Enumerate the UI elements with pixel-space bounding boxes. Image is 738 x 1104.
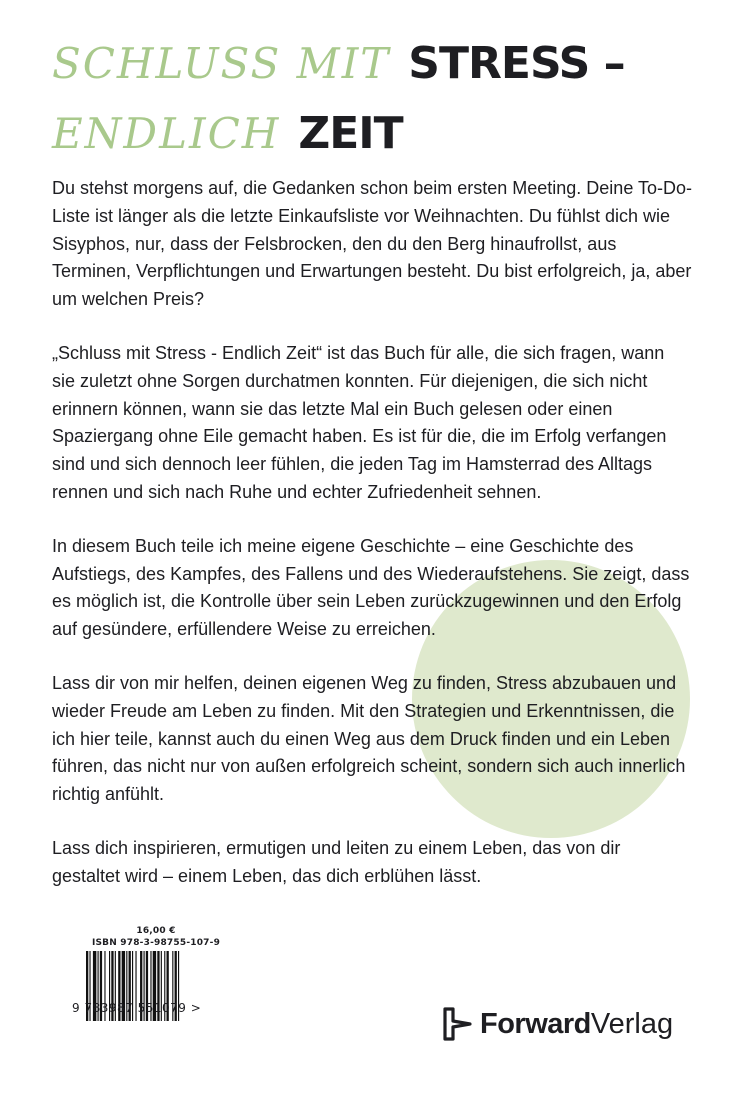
barcode-digits: 9 783987 551079 > <box>72 1001 202 1015</box>
publisher-play-icon <box>442 1006 474 1042</box>
blurb-paragraph-5: Lass dich inspirieren, ermutigen und leiten zu einem Leben, das von dir gestaltet wird – einem Leben, das dich erblühen lässt. <box>52 837 621 886</box>
isbn-barcode-block <box>72 925 226 1021</box>
publisher-name <box>480 1008 673 1041</box>
publisher-logo <box>442 1006 673 1042</box>
blurb-text <box>52 175 692 917</box>
title-bold-2: ZEIT <box>298 108 403 159</box>
publisher-name-bold: Forward <box>480 1007 591 1040</box>
blurb-paragraph-4: Lass dir von mir helfen, deinen eigenen Weg zu finden, Stress abzubauen und wieder Freude am Leben zu finden. Mit den Strategien und Erkenntnissen, die ich hier teile, kannst auch du einen Weg aus dem Druck finden und ein Leben führen, das nicht nur von außen erfolgreich scheint, sondern sich auch innerlich richtig anfühlt. <box>52 672 686 805</box>
price-label: 16,00 € <box>136 926 176 936</box>
title-line-1 <box>52 38 625 108</box>
blurb-paragraph-1: Du stehst morgens auf, die Gedanken schon beim ersten Meeting. Deine To-Do-Liste ist länger als die letzte Einkaufsliste vor Weihnachten. Du fühlst dich wie Sisyphos, nur, dass der Felsbrocken, den du den Berg hinaufrollst, aus Terminen, Verpflichtungen und Erwartungen besteht. Du bist erfolgreich, ja, aber um welchen Preis? <box>52 178 693 310</box>
isbn-label: ISBN 978-3-98755-107-9 <box>91 938 221 948</box>
publisher-name-light: Verlag <box>590 1007 674 1040</box>
book-title <box>52 38 625 178</box>
title-line-2 <box>52 108 625 178</box>
title-script-1: SCHLUSS MIT <box>52 39 391 88</box>
title-bold-1: STRESS – <box>408 38 625 89</box>
blurb-paragraph-3: In diesem Buch teile ich meine eigene Geschichte – eine Geschichte des Aufstiegs, des Kampfes, des Fallens und des Wiederaufstehens. Sie zeigt, dass es möglich ist, die Kontrolle über sein Leben zurückzugewinnen und den Erfolg auf gesündere, erfüllendere Weise zu erreichen. <box>52 535 690 640</box>
title-script-2: ENDLICH <box>52 109 281 158</box>
blurb-paragraph-2: „Schluss mit Stress - Endlich Zeit“ ist das Buch für alle, die sich fragen, wann sie zuletzt ohne Sorgen durchatmen konnten. Für diejenigen, die sich nicht erinnern können, wann sie das letzte Mal ein Buch gelesen oder einen Spaziergang ohne Eile gemacht haben. Es ist für die, die im Erfolg verfangen sind und sich dennoch leer fühlen, die jeden Tag im Hamsterrad des Alltags rennen und sich nach Ruhe und echter Zufriedenheit sehnen. <box>52 342 667 502</box>
